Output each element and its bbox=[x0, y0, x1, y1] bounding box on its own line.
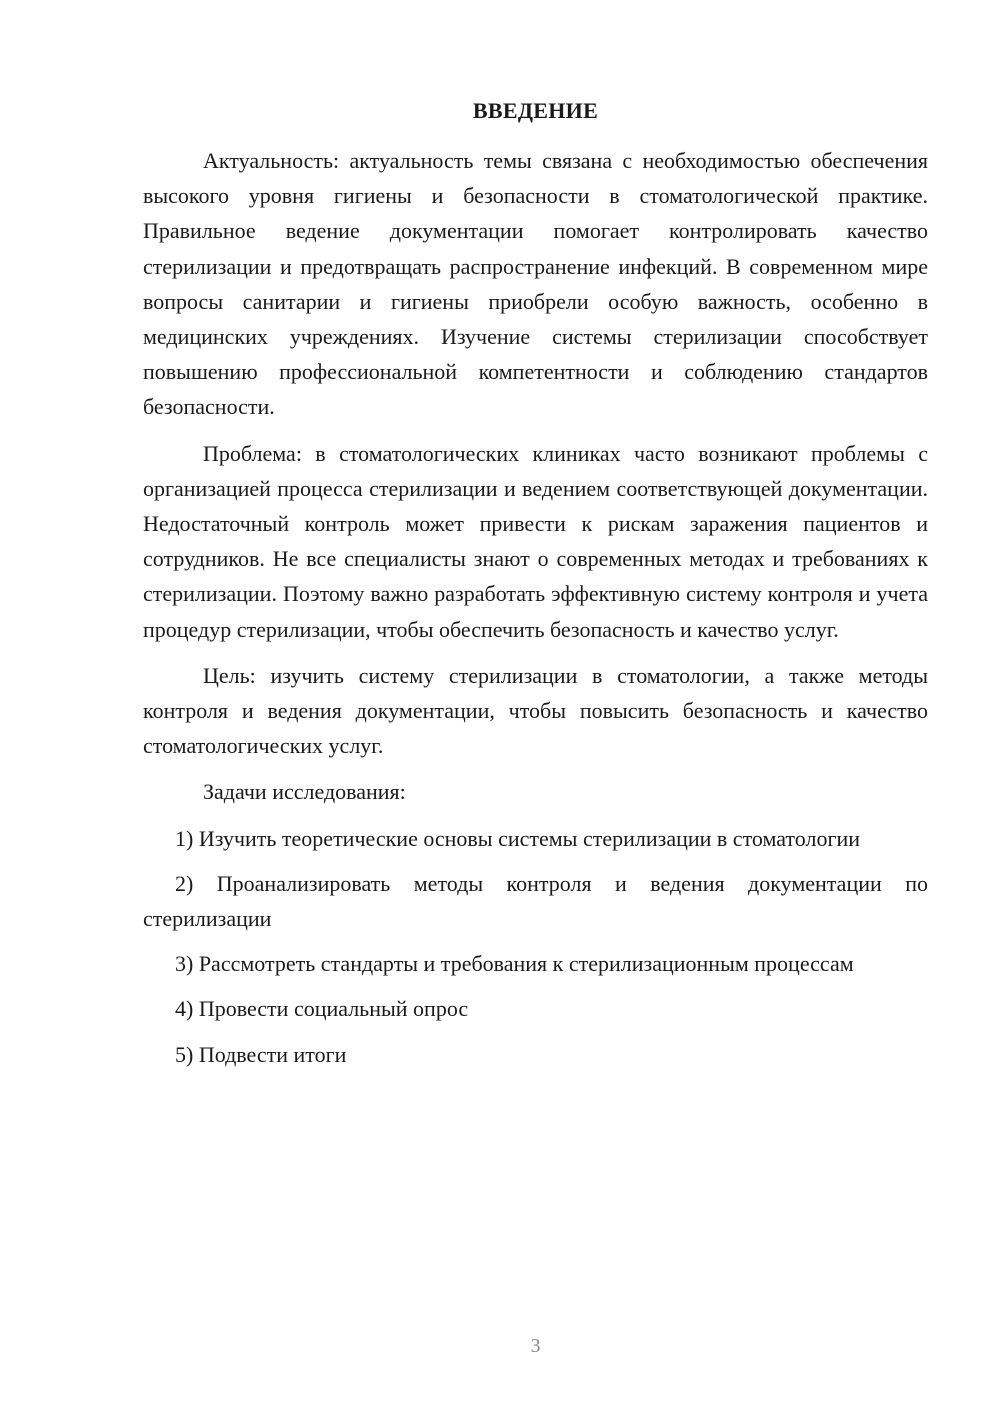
document-body bbox=[143, 143, 928, 1082]
task-item: 3) Рассмотреть стандарты и требования к стерилизационным процессам bbox=[175, 951, 854, 977]
relevance-paragraph: Актуальность: актуальность темы связана с необходимостью обеспечения высокого уровня гигиены и безопасности в стоматологической практике. Правильное ведение документации помогает контролировать качество стерилизации и предотвращать распространение инфекций. В современном мире вопросы санитарии и гигиены приобрели особую важность, особенно в медицинских учреждениях. Изучение системы стерилизации способствует повышению профессиональной компетентности и соблюдению стандартов безопасности. bbox=[143, 148, 928, 420]
page-number: 3 bbox=[530, 1335, 541, 1357]
task-item: 1) Изучить теоретические основы системы стерилизации в стоматологии bbox=[175, 825, 861, 851]
task-item: 2) Проанализировать методы контроля и ведения документации по стерилизации bbox=[143, 870, 928, 932]
page-title: ВВЕДЕНИЕ bbox=[472, 98, 599, 123]
tasks-heading: Задачи исследования: bbox=[203, 779, 406, 805]
task-item: 4) Провести социальный опрос bbox=[175, 996, 469, 1022]
problem-paragraph: Проблема: в стоматологических клиниках часто возникают проблемы с организацией процесса стерилизации и ведением соответствующей документации. Недостаточный контроль может привести к рискам заражения пациентов и сотрудников. Не все специалисты знают о современных методах и требованиях к стерилизации. Поэтому важно разработать эффективную систему контроля и учета процедур стерилизации, чтобы обеспечить безопасность и качество услуг. bbox=[143, 440, 928, 642]
document-page bbox=[143, 0, 928, 1414]
goal-paragraph: Цель: изучить систему стерилизации в стоматологии, а также методы контроля и ведения документации, чтобы повысить безопасность и качество стоматологических услуг. bbox=[143, 662, 928, 759]
task-item: 5) Подвести итоги bbox=[175, 1041, 347, 1067]
